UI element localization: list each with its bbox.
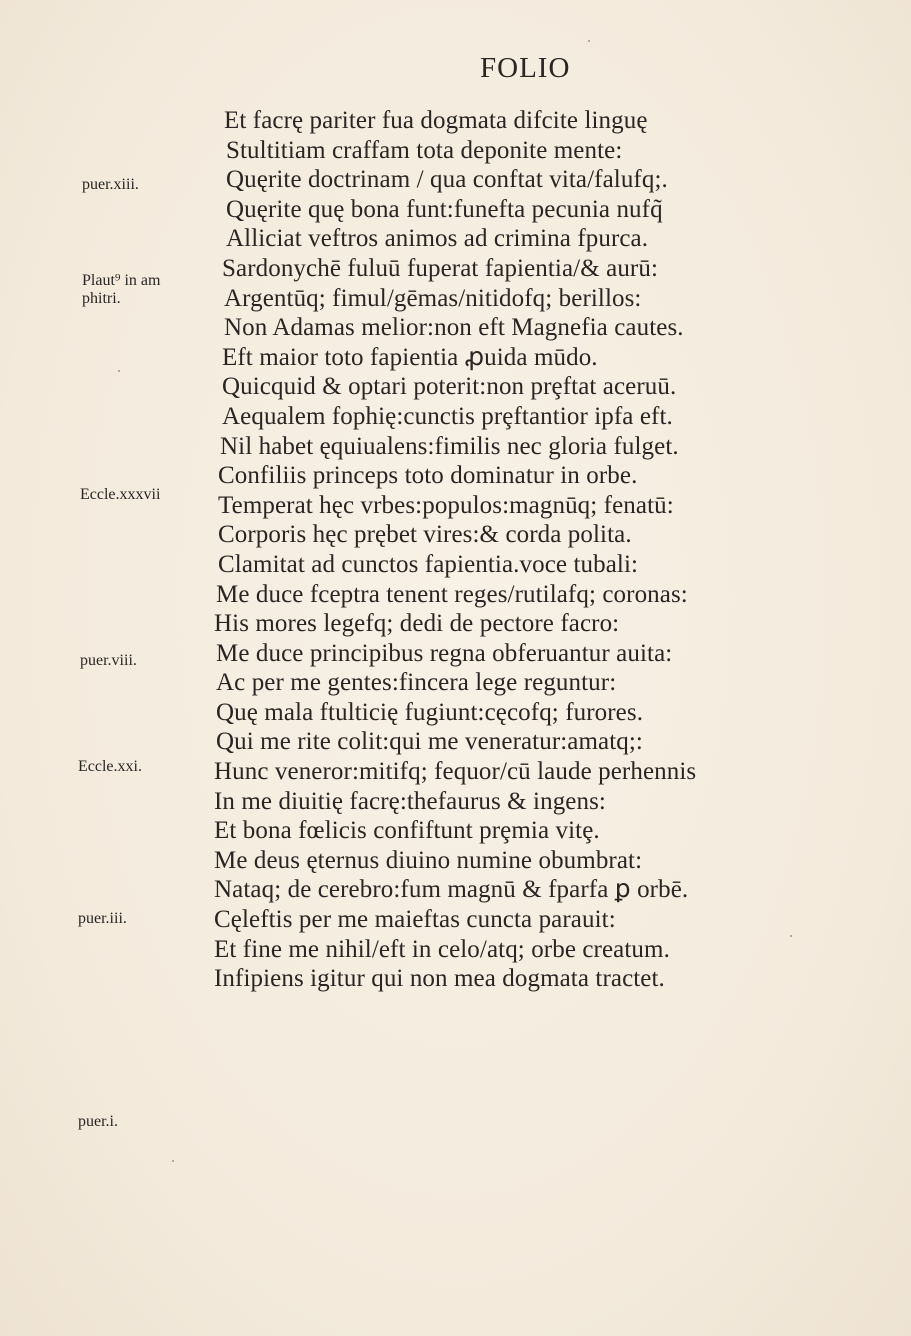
text-line: Me duce principibus regna obferuantur auita: (216, 639, 673, 667)
text-line: Quę mala ftulticię fugiunt:cęcofq; furores. (216, 698, 644, 726)
text-line: Quęrite quę bona funt:funefta pecunia nufq̃ (226, 195, 663, 223)
text-line: Nataq; de cerebro:fum magnū & fparfa ꝑ orbē. (214, 876, 689, 904)
text-line: Et bona fœlicis confiftunt prȩmia vitȩ. (214, 817, 600, 845)
text-line: Eft maior toto fapientia ꝓuida mūdo. (222, 343, 598, 371)
text-line: Qui me rite colit:qui me veneratur:amatq;: (216, 728, 643, 756)
margin-note-puer-iii: puer.iii. (78, 910, 127, 927)
text-line: Aequalem fophię:cunctis prȩftantior ipfa eft. (222, 402, 673, 430)
text-line: Argentūq; fimul/gēmas/nitidofq; berillos: (224, 284, 642, 312)
page-header-folio: FOLIO (480, 52, 571, 84)
paper-speck (790, 935, 792, 937)
text-line: Cęleftis per me maieftas cuncta parauit: (214, 906, 616, 934)
margin-note-puer-xiii: puer.xiii. (82, 176, 139, 193)
text-line: Infipiens igitur qui non mea dogmata tractet. (214, 965, 665, 993)
text-line: Hunc veneror:mitifq; fequor/cū laude perhennis (214, 758, 697, 786)
text-line: His mores legefq; dedi de pectore facro: (214, 610, 620, 638)
text-line: Clamitat ad cunctos fapientia.voce tubali: (218, 550, 639, 578)
margin-note-plautus-line1: Plaut⁹ in am (82, 272, 161, 289)
text-line: Et fine me nihil/eft in celo/atq; orbe creatum. (214, 935, 670, 963)
text-line: Temperat hęc vrbes:populos:magnūq; fenatū: (218, 491, 674, 519)
text-line: Ac per me gentes:fincera lege reguntur: (216, 669, 617, 697)
text-line: Quicquid & optari poterit:non prȩftat aceruū. (222, 373, 677, 401)
paper-speck (118, 370, 120, 372)
text-line: Confiliis princeps toto dominatur in orbe. (218, 462, 638, 490)
text-line: In me diuitię facrę:thefaurus & ingens: (214, 787, 606, 815)
margin-note-eccle-xxi: Eccle.xxi. (78, 758, 142, 775)
text-line: Alliciat veftros animos ad crimina fpurca. (226, 225, 649, 253)
text-line: Corporis hęc prębet vires:& corda polita. (218, 521, 632, 549)
text-line: Quęrite doctrinam / qua conftat vita/falufq;. (226, 166, 668, 194)
text-line: Non Adamas melior:non eft Magnefia cautes. (224, 314, 684, 342)
text-line: Sardonychē fuluū fuperat fapientia/& aurū: (222, 254, 658, 282)
text-line: Me deus ęternus diuino numine obumbrat: (214, 846, 643, 874)
paper-speck (588, 40, 590, 42)
text-line: Me duce fceptra tenent reges/rutilafq; coronas: (216, 580, 688, 608)
verse-text-block (214, 106, 854, 994)
margin-note-plautus-line2: phitri. (82, 290, 121, 307)
text-line: Stultitiam craffam tota deponite mente: (226, 136, 623, 164)
margin-note-puer-i: puer.i. (78, 1113, 118, 1130)
margin-note-eccle-xxxvii: Eccle.xxxvii (80, 486, 161, 503)
text-line: Et facrę pariter fua dogmata difcite linguę (224, 107, 648, 134)
margin-note-puer-viii: puer.viii. (80, 652, 137, 669)
text-line: Nil habet ęquiualens:fimilis nec gloria fulget. (220, 432, 679, 460)
paper-speck (172, 1160, 174, 1162)
